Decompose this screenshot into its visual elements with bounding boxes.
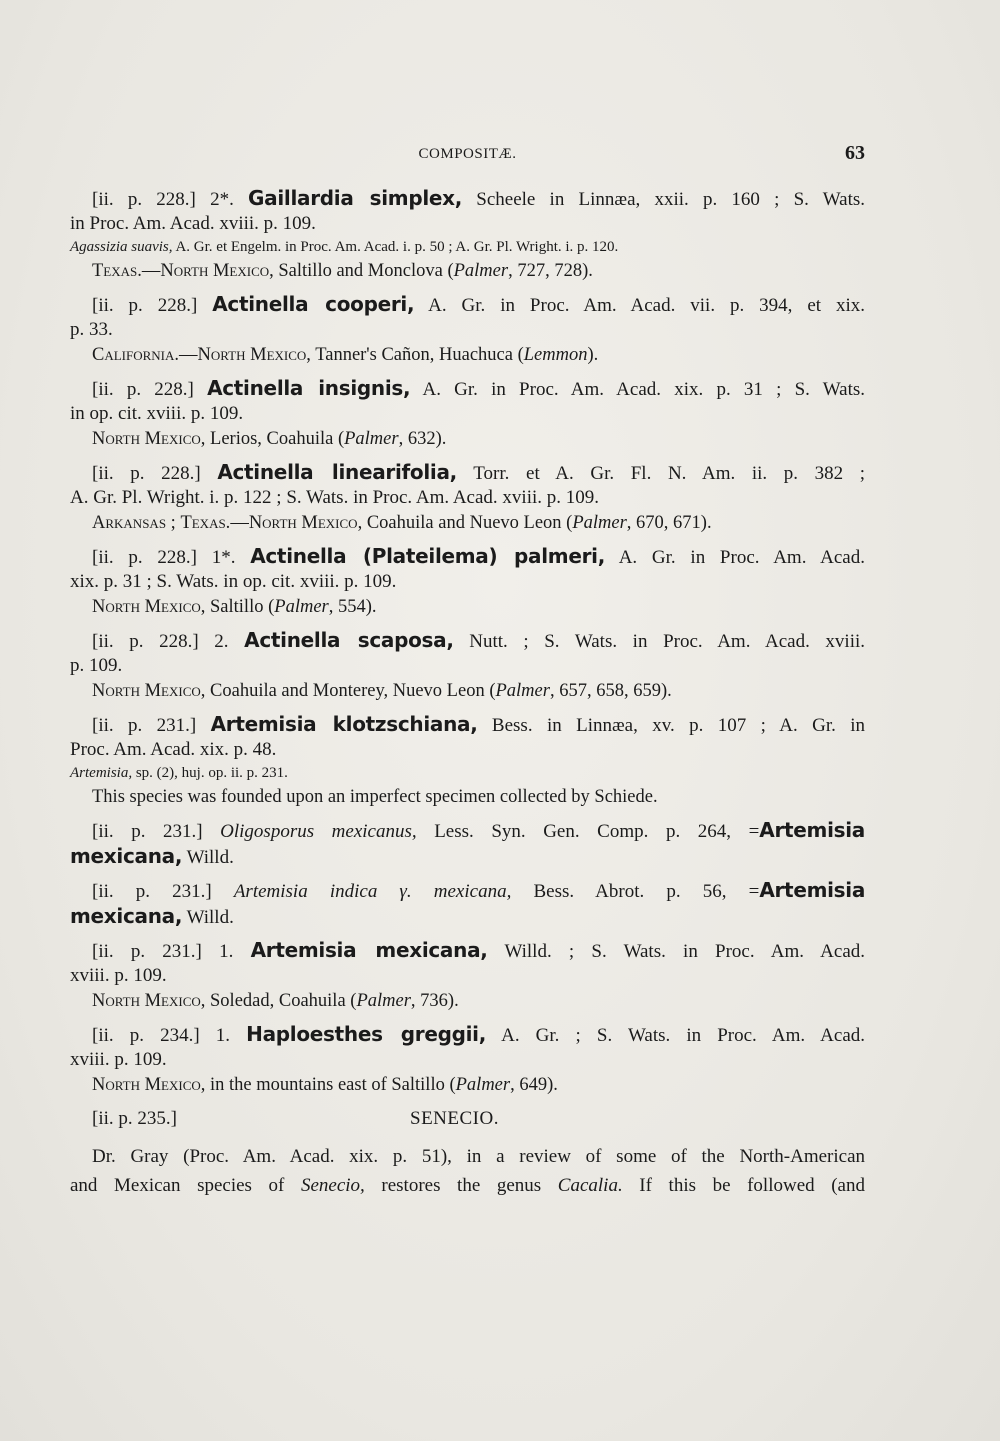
citation-cont: xviii. p. 109. — [70, 1049, 167, 1070]
citation: Less. Syn. Gen. Comp. p. 264, =Artemisia — [434, 818, 865, 842]
citation: Bess. in Linnæa, xv. p. 107 ; A. Gr. in — [491, 715, 866, 736]
citation: Nutt. ; S. Wats. in Proc. Am. Acad. xviii. — [469, 631, 866, 652]
species-number: 1. — [215, 1025, 231, 1046]
species-number: 1. — [219, 941, 234, 962]
citation-cont: p. 109. — [70, 655, 123, 676]
page-ref: [ii. p. 228.] — [92, 547, 197, 568]
genus-name: Senecio, — [300, 1175, 365, 1196]
species-name: Actinella cooperi, — [212, 292, 415, 316]
page-ref: [ii. p. 228.] — [92, 379, 194, 400]
synonym — [70, 762, 865, 784]
species-name: Artemisia mexicana, — [250, 938, 488, 962]
page-ref: [ii. p. 231.] — [92, 941, 202, 962]
page-ref: [ii. p. 228.] — [92, 189, 196, 210]
citation: A. Gr. ; S. Wats. in Proc. Am. Acad. — [501, 1025, 866, 1046]
page-ref: [ii. p. 234.] — [92, 1025, 200, 1046]
section-title: SENECIO. — [410, 1108, 499, 1129]
locality: Arkansas ; Texas.—North Mexico, Coahuila and Nuevo Leon (Palmer, 670, 671). — [92, 513, 712, 533]
synonym-name: Oligosporus mexicanus, — [220, 821, 417, 842]
page-ref: [ii. p. 231.] — [92, 881, 212, 902]
species-name: Gaillardia simplex, — [248, 186, 463, 210]
entry-actinella-cooperi — [70, 292, 865, 368]
locality: North Mexico, in the mountains east of Saltillo (Palmer, 649). — [92, 1075, 558, 1095]
citation: A. Gr. in Proc. Am. Acad. xix. p. 31 ; S. Wats. — [422, 379, 866, 400]
synonym-citation: sp. (2), huj. op. ii. p. 231. — [135, 765, 288, 781]
species-number: 2*. — [210, 189, 234, 210]
citation-cont: in Proc. Am. Acad. xviii. p. 109. — [70, 213, 316, 234]
collector: Palmer — [274, 597, 329, 617]
collector: Palmer — [356, 991, 411, 1011]
collector: Lemmon — [523, 345, 588, 365]
species-name: Actinella linearifolia, — [217, 460, 457, 484]
entry-artemisia-indica — [70, 878, 865, 930]
collector: Palmer — [344, 429, 399, 449]
senecio-paragraph — [70, 1142, 865, 1200]
species-name: Actinella (Plateilema) palmeri, — [250, 544, 605, 568]
citation: A. Gr. in Proc. Am. Acad. — [618, 547, 865, 568]
species-name: Artemisia — [759, 818, 865, 842]
species-number: 1*. — [211, 547, 236, 568]
citation: Scheele in Linnæa, xxii. p. 160 ; S. Wats. — [476, 189, 866, 210]
collector: Palmer — [495, 681, 550, 701]
entry-actinella-insignis — [70, 376, 865, 452]
species-name: Artemisia — [759, 878, 866, 902]
citation-cont: xviii. p. 109. — [70, 965, 167, 986]
species-name: Actinella scaposa, — [244, 628, 454, 652]
citation-cont: xix. p. 31 ; S. Wats. in op. cit. xviii. p. 109. — [70, 571, 397, 592]
species-name: Artemisia klotzschiana, — [210, 712, 478, 736]
page-header — [70, 142, 865, 172]
synonym-citation: A. Gr. et Engelm. in Proc. Am. Acad. i. p. 50 ; A. Gr. Pl. Wright. i. p. 120. — [175, 239, 619, 255]
running-head: COMPOSITÆ. — [418, 146, 517, 162]
page-ref: [ii. p. 228.] — [92, 295, 198, 316]
locality: North Mexico, Lerios, Coahuila (Palmer, 632). — [92, 429, 447, 449]
entry-actinella-palmeri — [70, 544, 865, 620]
species-name: Actinella insignis, — [207, 376, 411, 400]
section-heading — [70, 1106, 865, 1132]
species-number: 2. — [214, 631, 229, 652]
citation-cont: Proc. Am. Acad. xix. p. 48. — [70, 739, 277, 760]
paragraph-line: and Mexican species of Senecio, restores the genus Cacalia. If this be followed (and — [70, 1175, 865, 1196]
genus-name: Cacalia. — [557, 1175, 623, 1196]
entry-oligosporus-mexicanus — [70, 818, 865, 870]
locality: North Mexico, Saltillo (Palmer, 554). — [92, 597, 377, 617]
page-ref: [ii. p. 235.] — [92, 1108, 177, 1129]
citation-cont: Willd. — [186, 907, 234, 928]
entry-haploesthes-greggii — [70, 1022, 865, 1098]
synonym-name: Agassizia suavis, — [70, 239, 173, 255]
citation-cont: A. Gr. Pl. Wright. i. p. 122 ; S. Wats. in Proc. Am. Acad. xviii. p. 109. — [70, 487, 600, 508]
locality: California.—North Mexico, Tanner's Cañon, Huachuca (Lemmon). — [92, 345, 599, 365]
species-name-cont: mexicana, — [70, 844, 183, 868]
page-ref: [ii. p. 228.] — [92, 463, 201, 484]
page-ref: [ii. p. 231.] — [92, 715, 197, 736]
page-body — [70, 186, 865, 1200]
locality: Texas.—North Mexico, Saltillo and Monclova (Palmer, 727, 728). — [92, 261, 593, 281]
citation-cont: p. 33. — [70, 319, 113, 340]
entry-actinella-linearifolia — [70, 460, 865, 536]
page-number: 63 — [845, 142, 865, 164]
citation-cont: in op. cit. xviii. p. 109. — [70, 403, 244, 424]
entry-artemisia-mexicana — [70, 938, 865, 1014]
note: This species was founded upon an imperfect specimen collected by Schiede. — [92, 787, 658, 807]
citation: Bess. Abrot. p. 56, =Artemisia — [533, 878, 866, 902]
species-name: Haploesthes greggii, — [246, 1022, 487, 1046]
locality: North Mexico, Soledad, Coahuila (Palmer, 736). — [92, 991, 459, 1011]
synonym-name: Artemisia indica γ. mexicana, — [233, 881, 512, 902]
collector: Palmer — [572, 513, 627, 533]
paragraph-line: Dr. Gray (Proc. Am. Acad. xix. p. 51), in a review of some of the North-American — [92, 1146, 865, 1167]
citation: A. Gr. in Proc. Am. Acad. vii. p. 394, et xix. — [428, 295, 866, 316]
synonym-name: Artemisia, — [70, 765, 133, 781]
page-ref: [ii. p. 228.] — [92, 631, 199, 652]
citation-cont: Willd. — [186, 847, 234, 868]
citation: Torr. et A. Gr. Fl. N. Am. ii. p. 382 ; — [473, 463, 866, 484]
collector: Palmer — [455, 1075, 511, 1095]
page-ref: [ii. p. 231.] — [92, 821, 203, 842]
entry-actinella-scaposa — [70, 628, 865, 704]
species-name-cont: mexicana, — [70, 904, 183, 928]
entry-artemisia-klotzschiana — [70, 712, 865, 810]
entry-gaillardia-simplex — [70, 186, 865, 284]
collector: Palmer — [453, 261, 509, 281]
citation: Willd. ; S. Wats. in Proc. Am. Acad. — [504, 941, 866, 962]
synonym — [70, 236, 865, 258]
locality: North Mexico, Coahuila and Monterey, Nuevo Leon (Palmer, 657, 658, 659). — [92, 681, 672, 701]
